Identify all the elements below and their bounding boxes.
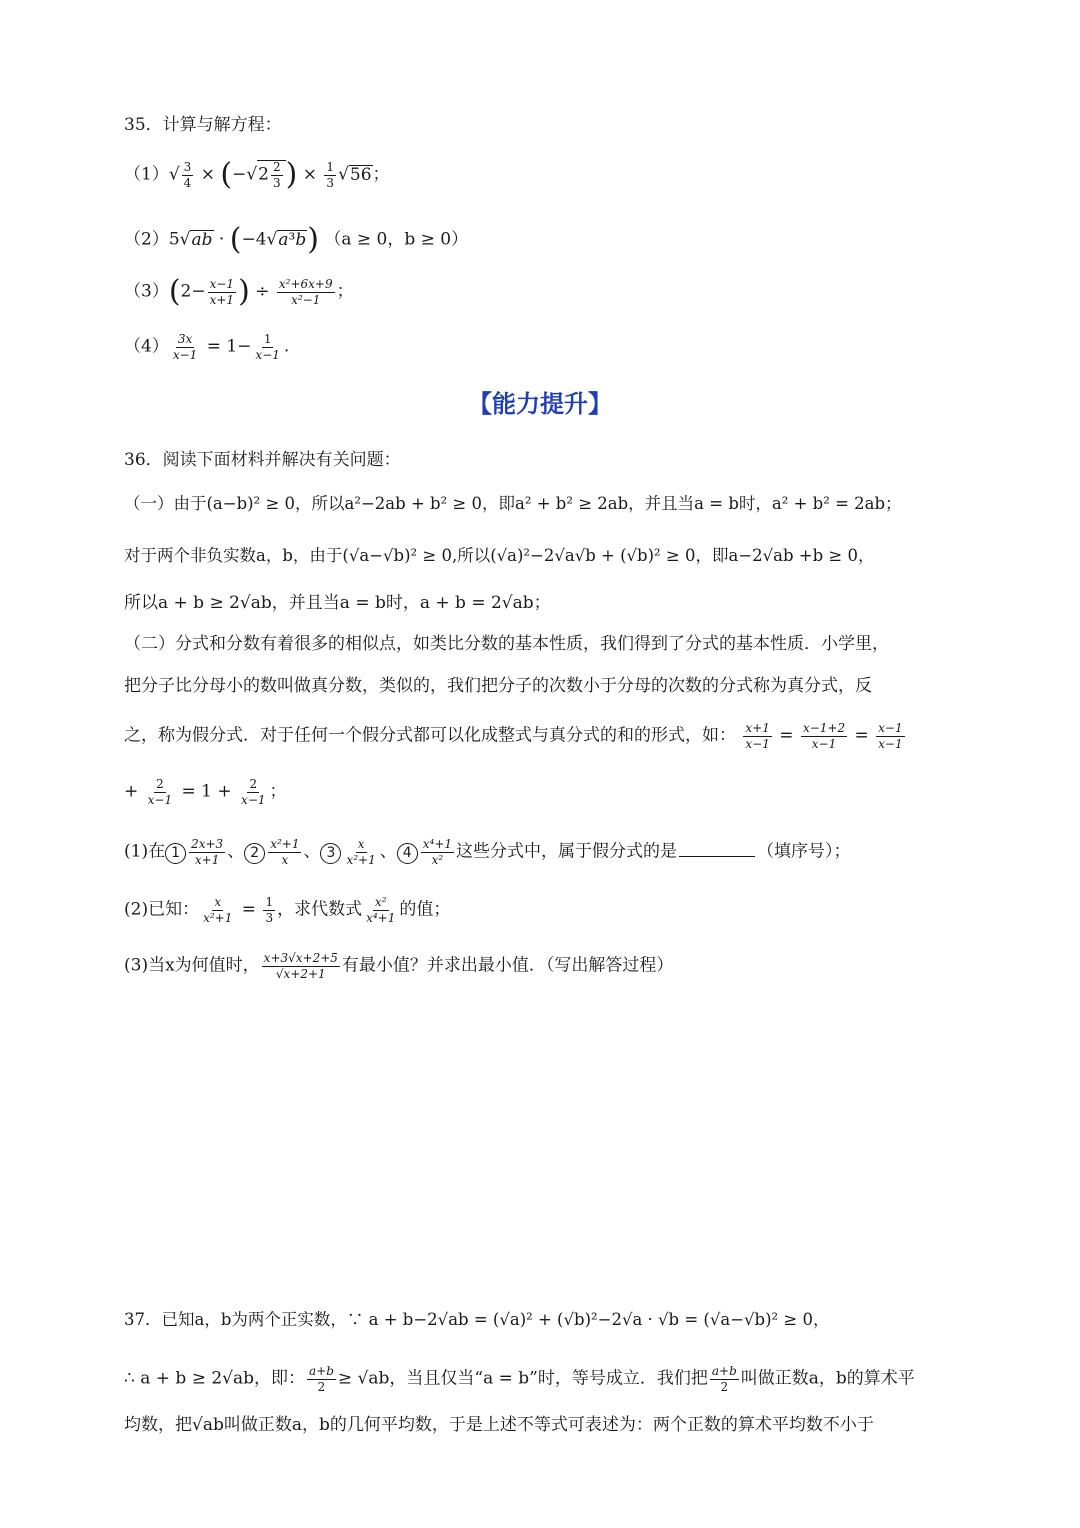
q36-sub1-prefix: (1)在 bbox=[124, 841, 166, 862]
circled-4: 4 bbox=[397, 843, 418, 864]
q37-line2-b: ≥ √ab，当且仅当“a = b”时，等号成立．我们把 bbox=[337, 1368, 708, 1389]
q35-p4-label: （4） bbox=[124, 336, 169, 357]
q35-part-1: （1）√ $\frac{3}{4}$ × (−√2 $\frac{2}{3}$ ) × $\frac{1}{3}$ √56； bbox=[124, 157, 390, 193]
q37-line2-c: 叫做正数a，b的算术平 bbox=[740, 1368, 915, 1389]
frac-1-3: $\frac{1}{3}$ bbox=[326, 160, 335, 190]
q36-part1-line2: 对于两个非负实数a，b，由于(√a−√b)² ≥ 0,所以(√a)²−2√a√b + (√b)² ≥ 0，即a−2√ab +b ≥ 0， bbox=[124, 546, 875, 565]
q36-sub1: (1)在 1 $\frac{2x+3}{x+1}$ 、 2 $\frac{\text{x²+1}}{x}$ 、 3 $\frac{x}{\text{x²+1}}$ 、 4 $\frac{\text{x⁴+1}}{\text{x²}}$ 这些分式中，属于假分式的是 （填序号）； bbox=[124, 837, 851, 867]
frac-3-4: $\frac{3}{4}$ bbox=[183, 160, 192, 190]
q35-p4-tail: . bbox=[283, 336, 290, 357]
q35-p2-condition: （a ≥ 0，b ≥ 0） bbox=[324, 229, 469, 250]
answer-blank[interactable] bbox=[679, 842, 755, 857]
q36-part2-line1: （二）分式和分数有着很多的相似点，如类比分数的基本性质，我们得到了分式的基本性质．小学里， bbox=[124, 634, 889, 654]
q36-sub1-tail: （填序号）； bbox=[757, 841, 851, 862]
q36-part2-line3-text: 之，称为假分式．对于任何一个假分式都可以化成整式与真分式的和的形式，如： bbox=[124, 725, 736, 746]
q36-sub3-tail: 有最小值？并求出最小值．（写出解答过程） bbox=[341, 955, 674, 976]
q35-p3-label: （3） bbox=[124, 281, 169, 302]
q36-sub1-mid: 这些分式中，属于假分式的是 bbox=[456, 841, 678, 862]
q35-heading: 35．计算与解方程： bbox=[124, 115, 282, 135]
q36-sub2: (2)已知： $\frac{x}{\text{x²+1}}$ = $\frac{1}{3}$ ，求代数式 $\frac{\text{x²}}{\text{x⁴+1}}$ 的值； bbox=[124, 895, 451, 925]
q36-heading: 36．阅读下面材料并解决有关问题： bbox=[124, 450, 401, 470]
q36-sub2-mid: ，求代数式 bbox=[277, 899, 363, 920]
circled-2: 2 bbox=[244, 843, 265, 864]
circled-3: 3 bbox=[320, 843, 341, 864]
circled-1: 1 bbox=[165, 843, 186, 864]
q37-line2: ∴ a + b ≥ 2√ab，即： $\frac{a+b}{2}$ ≥ √ab，当且仅当“a = b”时，等号成立．我们把 $\frac{a+b}{2}$ 叫做正数a，b的算术平 bbox=[124, 1364, 915, 1394]
q37-line2-a: ∴ a + b ≥ 2√ab，即： bbox=[124, 1368, 306, 1389]
q37-line1: 37．已知a，b为两个正实数，∵ a + b−2√ab = (√a)² + (√b)²−2√a · √b = (√a−√b)² ≥ 0， bbox=[124, 1310, 830, 1329]
q35-p1-label: （1） bbox=[124, 164, 169, 185]
q35-part-3: （3）(2− $\frac{x-1}{x+1}$ ) ÷ $\frac{\text{x²+6x+9}}{\text{x²−1}}$ ； bbox=[124, 274, 354, 309]
q36-sub3: (3)当x为何值时， $\frac{x+3√x+2+5}{√x+2+1}$ 有最小值？并求出最小值．（写出解答过程） bbox=[124, 951, 674, 981]
q36-part1-line1: （一）由于(a−b)² ≥ 0，所以a²−2ab + b² ≥ 0，即a² + b² ≥ 2ab，并且当a = b时，a² + b² = 2ab； bbox=[124, 494, 902, 513]
q35-p2-label: （2） bbox=[124, 229, 169, 250]
q36-part2-line2: 把分子比分母小的数叫做真分数，类似的，我们把分子的次数小于分母的次数的分式称为真分式，反 bbox=[124, 676, 872, 696]
q36-part2-line3: 之，称为假分式．对于任何一个假分式都可以化成整式与真分式的和的形式，如： $\frac{x+1}{x-1}$ = $\frac{x-1+2}{x-1}$ = $\frac{x-1}{x-1}$ bbox=[124, 721, 903, 751]
q37-line3: 均数，把√ab叫做正数a，b的几何平均数，于是上述不等式可表述为：两个正数的算术平均数不小于 bbox=[124, 1415, 874, 1435]
q36-sub2-prefix: (2)已知： bbox=[124, 899, 200, 920]
q35-p1-tail: ； bbox=[372, 164, 390, 185]
q35-part-4: （4） $\frac{3x}{x-1}$ = 1− $\frac{1}{x-1}$ . bbox=[124, 332, 290, 362]
q36-sub3-prefix: (3)当x为何值时， bbox=[124, 955, 260, 976]
q36-sub2-tail: 的值； bbox=[399, 899, 451, 920]
section-title: 【能力提升】 bbox=[468, 390, 612, 418]
q35-p3-tail: ； bbox=[336, 281, 354, 302]
q36-part1-line3: 所以a + b ≥ 2√ab，并且当a = b时，a + b = 2√ab； bbox=[124, 593, 551, 613]
q35-part-2: （2）5√ab · (−4√a³b) （a ≥ 0，b ≥ 0） bbox=[124, 222, 469, 257]
q36-example-cont: + $\frac{2}{x-1}$ = 1 + $\frac{2}{x-1}$ ； bbox=[124, 777, 287, 807]
